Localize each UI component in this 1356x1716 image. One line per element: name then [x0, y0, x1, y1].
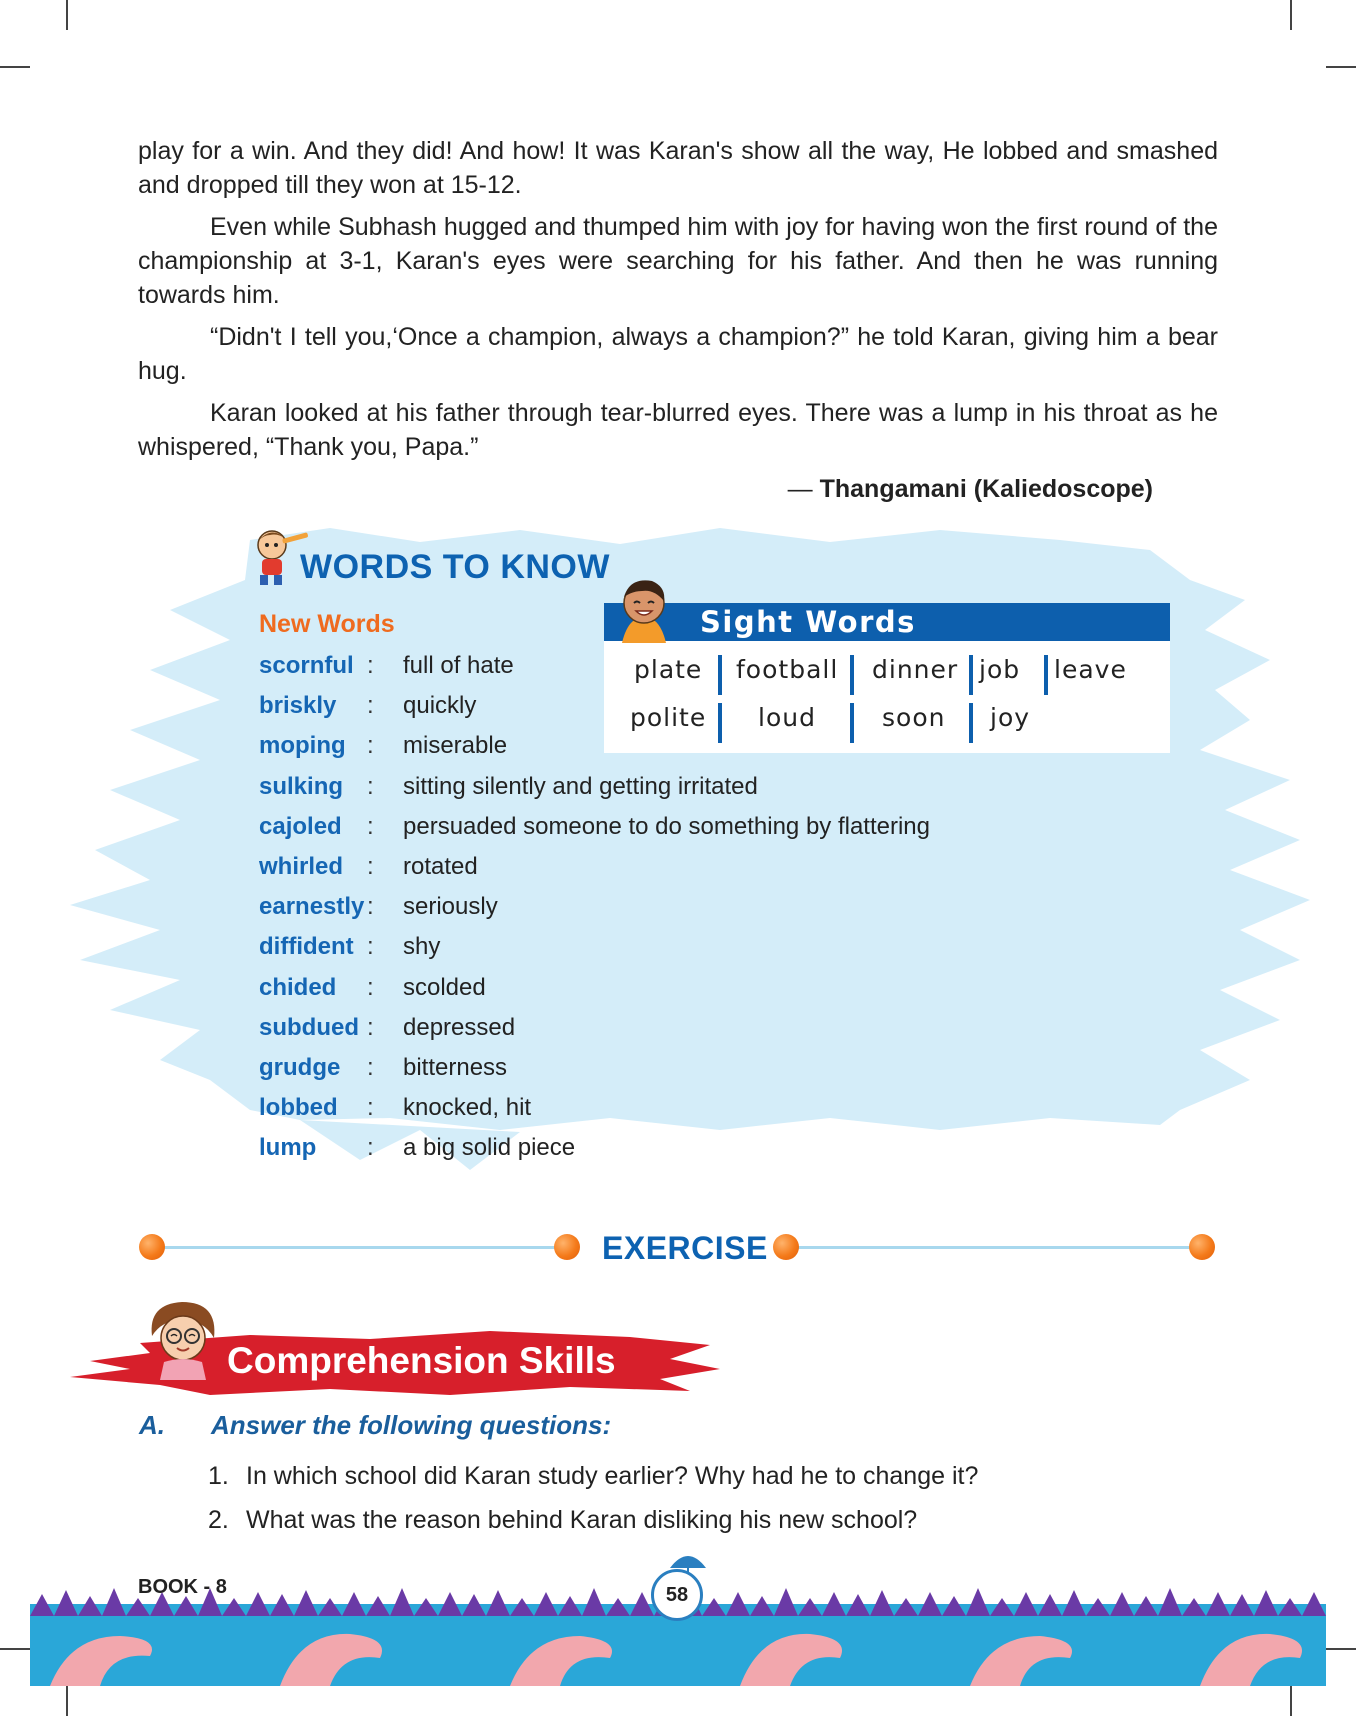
- sight-word: football: [736, 655, 839, 684]
- crop-mark: [0, 1648, 30, 1650]
- author-name: Thangamani (Kaliedoscope): [819, 475, 1153, 503]
- glossary-meaning: sitting silently and getting irritated: [403, 772, 758, 800]
- question-text: What was the reason behind Karan disliking his new school?: [246, 1506, 918, 1534]
- glossary-word: scornful: [259, 652, 354, 679]
- glossary-word: sulking: [259, 772, 344, 800]
- page-number: 58: [651, 1569, 703, 1621]
- glossary-meaning: full of hate: [403, 652, 514, 679]
- glossary-meaning: shy: [403, 933, 441, 961]
- orange-bullet-icon: [773, 1234, 799, 1260]
- glossary-meaning: rotated: [403, 852, 478, 880]
- sight-words-header: [604, 603, 1170, 641]
- story-paragraph: “Didn't I tell you,‘Once a champion, always a champion?” he told Karan, giving him a bear hug.: [138, 323, 1218, 385]
- sight-words-title: Sight Words: [700, 605, 916, 639]
- exercise-divider-left: [152, 1246, 558, 1249]
- sight-word-divider: [850, 703, 854, 743]
- glossary-colon: :: [367, 732, 374, 760]
- story-paragraph: Karan looked at his father through tear-blurred eyes. There was a lump in his throat as he whispered, “Thank you, Papa.”: [138, 399, 1218, 461]
- crop-mark: [1326, 66, 1356, 68]
- glossary-meaning: seriously: [403, 893, 498, 921]
- glossary-word: subdued: [259, 1013, 359, 1041]
- sight-word-divider: [718, 655, 722, 695]
- comprehension-skills-title: Comprehension Skills: [227, 1340, 616, 1381]
- sight-word: dinner: [872, 655, 959, 684]
- story-text: [138, 134, 1218, 506]
- orange-bullet-icon: [1189, 1234, 1215, 1260]
- story-paragraph: Even while Subhash hugged and thumped him with joy for having won the first round of the championship at 3-1, Karan's eyes were searching for his father. And then he was running towards him.: [138, 213, 1218, 309]
- exercise-divider-right: [796, 1246, 1202, 1249]
- glossary-meaning: depressed: [403, 1013, 516, 1041]
- glossary-meaning: scolded: [403, 973, 486, 1001]
- crop-mark: [66, 0, 68, 30]
- glossary-word: diffident: [259, 933, 354, 961]
- glossary-colon: :: [367, 1053, 374, 1081]
- author-dash: —: [787, 475, 813, 503]
- sight-word: joy: [990, 703, 1031, 732]
- book-label: BOOK - 8: [138, 1576, 227, 1598]
- glossary-meaning: knocked, hit: [403, 1094, 532, 1122]
- orange-bullet-icon: [139, 1234, 165, 1260]
- girl-mascot-icon: [142, 1296, 226, 1380]
- exercise-title: EXERCISE: [602, 1230, 768, 1266]
- question-text: In which school did Karan study earlier? Why had he to change it?: [246, 1462, 979, 1490]
- glossary-colon: :: [367, 1094, 374, 1122]
- new-words-title: New Words: [259, 610, 395, 638]
- glossary-colon: :: [367, 692, 374, 720]
- sight-word-divider: [969, 655, 973, 695]
- sight-word: loud: [758, 703, 816, 732]
- crop-mark: [1326, 1648, 1356, 1650]
- glossary-word: cajoled: [259, 812, 342, 840]
- author-credit: [138, 472, 1153, 506]
- crop-mark: [1290, 0, 1292, 30]
- sight-word-divider: [1044, 655, 1048, 695]
- question-item: [208, 1462, 978, 1491]
- glossary-colon: :: [367, 893, 374, 921]
- glossary-word: moping: [259, 732, 346, 760]
- question-number: 2.: [208, 1506, 229, 1534]
- glossary-word: lobbed: [259, 1094, 338, 1122]
- sight-word: polite: [630, 703, 707, 732]
- glossary-meaning: persuaded someone to do something by flattering: [403, 812, 931, 840]
- glossary-meaning: miserable: [403, 732, 508, 760]
- glossary-colon: :: [367, 652, 374, 679]
- glossary-word: earnestly: [259, 893, 365, 921]
- sight-word: leave: [1054, 655, 1127, 684]
- crop-mark: [1290, 1686, 1292, 1716]
- words-to-know-title: WORDS TO KNOW: [300, 548, 610, 586]
- glossary-word: briskly: [259, 692, 337, 720]
- question-part-letter: A.: [139, 1410, 165, 1440]
- glossary-word: grudge: [259, 1053, 341, 1081]
- crop-mark: [66, 1686, 68, 1716]
- sight-word-divider: [850, 655, 854, 695]
- story-paragraph: play for a win. And they did! And how! It was Karan's show all the way, He lobbed and smashed and dropped till they won at 15-12.: [138, 137, 1218, 199]
- glossary-meaning: bitterness: [403, 1053, 508, 1081]
- kid-mascot-icon: [608, 575, 680, 645]
- glossary-word: lump: [259, 1134, 317, 1162]
- glossary-colon: :: [367, 933, 374, 961]
- glossary-meaning: quickly: [403, 692, 477, 720]
- crop-mark: [0, 66, 30, 68]
- glossary-colon: :: [367, 1013, 374, 1041]
- glossary-word: whirled: [259, 852, 344, 880]
- orange-bullet-icon: [554, 1234, 580, 1260]
- glossary-colon: :: [367, 772, 374, 800]
- question-part-title: Answer the following questions:: [211, 1410, 612, 1440]
- glossary-word: chided: [259, 973, 337, 1001]
- sight-words-box: [604, 603, 1170, 753]
- glossary-meaning: a big solid piece: [403, 1134, 576, 1162]
- question-item: [208, 1506, 917, 1535]
- glossary-colon: :: [367, 852, 374, 880]
- question-number: 1.: [208, 1462, 229, 1490]
- sight-word: job: [979, 655, 1021, 684]
- sight-word-divider: [969, 703, 973, 743]
- glossary-colon: :: [367, 973, 374, 1001]
- sight-word: soon: [882, 703, 946, 732]
- glossary-colon: :: [367, 812, 374, 840]
- sight-word-divider: [718, 703, 722, 743]
- glossary-colon: :: [367, 1134, 374, 1162]
- sight-word: plate: [634, 655, 703, 684]
